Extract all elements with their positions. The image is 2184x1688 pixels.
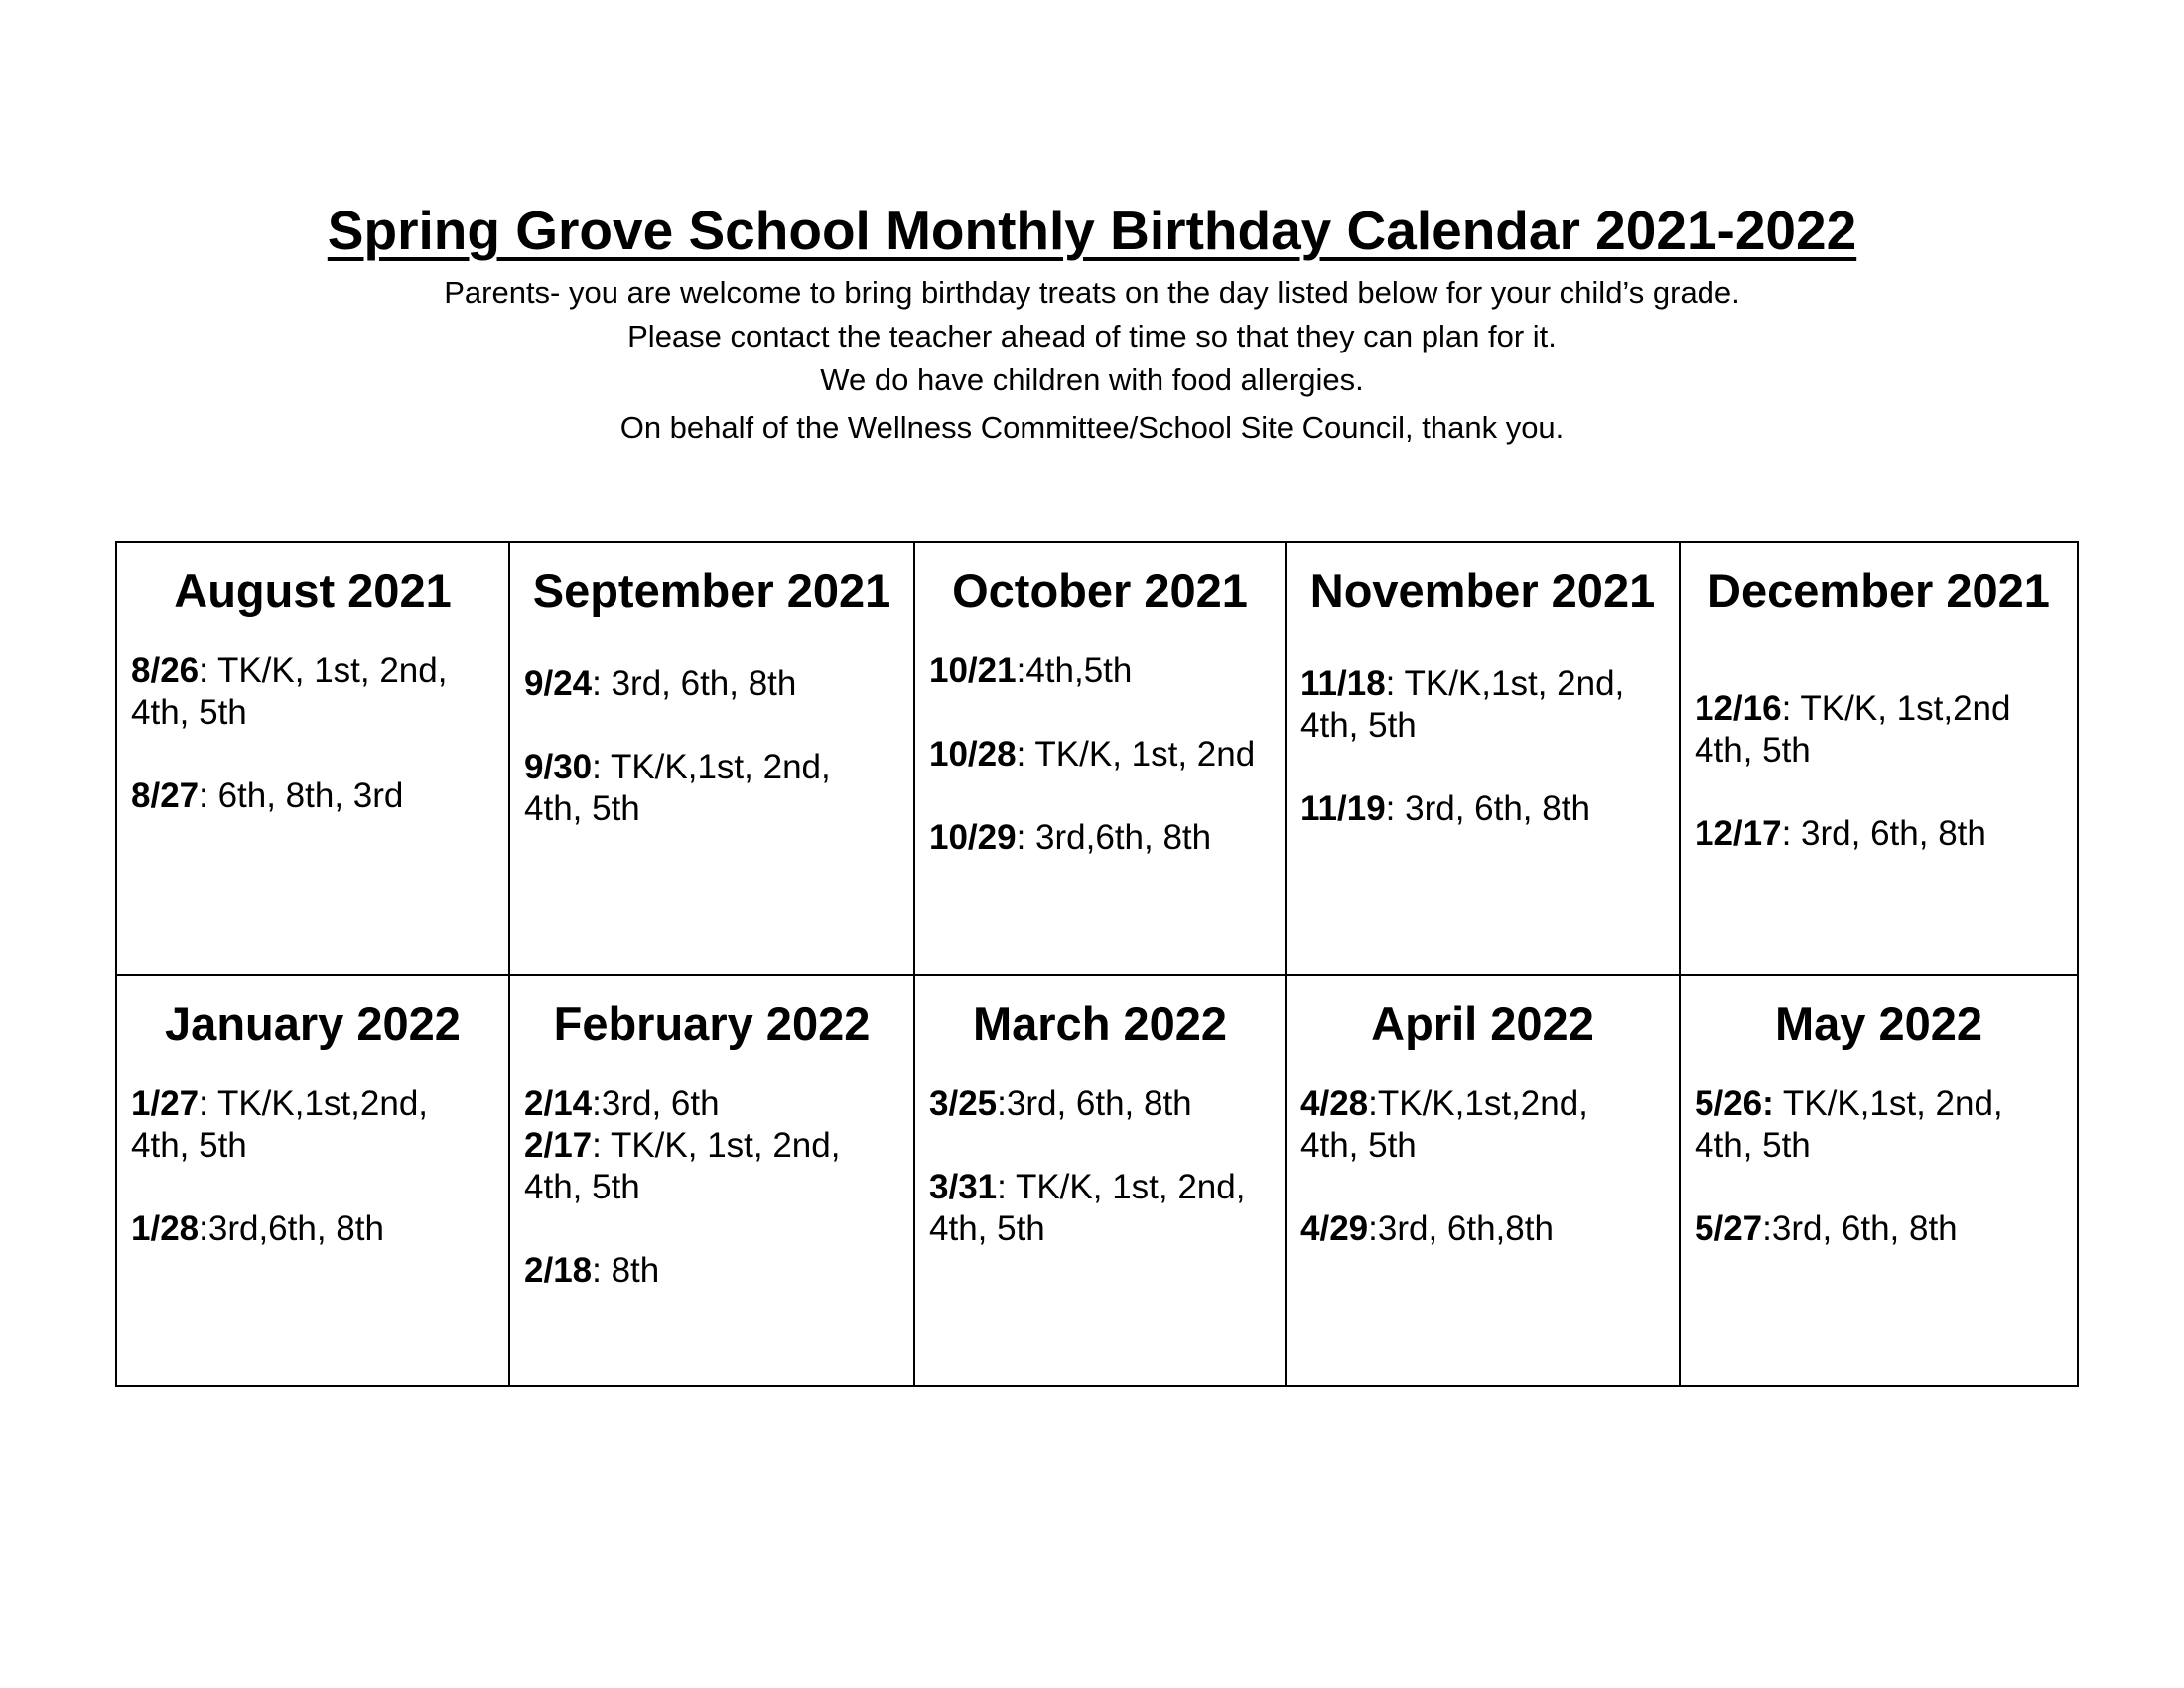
entry-separator: : xyxy=(1016,735,1026,774)
entry-line xyxy=(1695,688,2069,730)
entry-date: 5/26: xyxy=(1695,1084,1774,1123)
birthday-entry xyxy=(929,817,1277,859)
entry-date: 9/24 xyxy=(524,664,593,703)
entry-separator: : xyxy=(199,776,208,815)
birthday-entries xyxy=(1681,619,2077,855)
entry-grades: TK/K, 1st, 2nd xyxy=(1025,735,1256,774)
month-cell-february-2022 xyxy=(509,975,914,1386)
month-title: January 2022 xyxy=(165,997,461,1050)
birthday-entry xyxy=(524,1083,905,1125)
entry-line xyxy=(524,1125,905,1167)
intro-line: We do have children with food allergies. xyxy=(820,362,1364,397)
month-cell-october-2021 xyxy=(914,542,1286,975)
entry-date: 2/17 xyxy=(524,1126,593,1165)
entry-separator: : xyxy=(592,664,602,703)
entry-separator: : xyxy=(1781,814,1792,853)
month-title: April 2022 xyxy=(1371,997,1594,1050)
entry-grades: TK/K, 1st, 2nd, xyxy=(601,1126,841,1165)
entry-line xyxy=(131,1208,500,1250)
month-title: August 2021 xyxy=(174,564,452,617)
entry-grades: 3rd, 6th xyxy=(601,1084,720,1123)
entry-grades: TK/K,1st, 2nd, xyxy=(1395,664,1625,703)
birthday-entry xyxy=(1300,1083,1671,1167)
entry-date: 12/17 xyxy=(1695,814,1782,853)
birthday-entry xyxy=(929,1083,1277,1125)
month-cell-september-2021 xyxy=(509,542,914,975)
entry-grades: 3rd,6th, 8th xyxy=(207,1209,384,1248)
intro-line: Please contact the teacher ahead of time so that they can plan for it. xyxy=(627,319,1557,353)
month-cell-may-2022 xyxy=(1680,975,2078,1386)
entry-separator: : xyxy=(1385,789,1396,828)
entry-line xyxy=(1300,663,1671,705)
entry-grades-continued: 4th, 5th xyxy=(1300,706,1417,745)
entry-grades: 4th,5th xyxy=(1025,651,1133,690)
entry-grades: TK/K, 1st, 2nd, xyxy=(1006,1168,1246,1206)
entry-separator: : xyxy=(1368,1084,1378,1123)
entry-date: 1/27 xyxy=(131,1084,200,1123)
birthday-calendar-table xyxy=(115,541,2079,1387)
entry-date: 1/28 xyxy=(131,1209,200,1248)
entry-date: 4/28 xyxy=(1300,1084,1369,1123)
entry-date: 5/27 xyxy=(1695,1209,1763,1248)
entry-line xyxy=(1300,1083,1671,1125)
entry-line xyxy=(131,775,500,817)
entry-date: 8/27 xyxy=(131,776,200,815)
birthday-entry xyxy=(524,663,905,705)
entry-date: 2/18 xyxy=(524,1251,593,1290)
month-cell-april-2022 xyxy=(1286,975,1680,1386)
entry-date: 8/26 xyxy=(131,651,200,690)
birthday-entries xyxy=(915,1052,1285,1250)
entry-separator: : xyxy=(592,1126,602,1165)
entry-date: 10/21 xyxy=(929,651,1017,690)
entry-grades: TK/K,1st,2nd, xyxy=(207,1084,429,1123)
birthday-entries xyxy=(1681,1052,2077,1250)
birthday-entry xyxy=(1300,663,1671,747)
entry-date: 12/16 xyxy=(1695,689,1782,728)
entry-separator: : xyxy=(592,1251,602,1290)
birthday-entry xyxy=(131,650,500,734)
entry-line xyxy=(1695,1083,2069,1125)
entry-line xyxy=(1300,1208,1671,1250)
birthday-entry xyxy=(131,1083,500,1167)
entry-date: 11/19 xyxy=(1300,789,1386,828)
entry-grades: 3rd,6th, 8th xyxy=(1025,818,1212,857)
entry-separator: : xyxy=(1368,1209,1378,1248)
entry-grades: 3rd, 6th, 8th xyxy=(1771,1209,1958,1248)
entry-grades: TK/K, 1st, 2nd, xyxy=(207,651,448,690)
entry-line xyxy=(929,734,1277,775)
birthday-entry xyxy=(1695,813,2069,855)
month-cell-november-2021 xyxy=(1286,542,1680,975)
entry-date: 10/28 xyxy=(929,735,1017,774)
birthday-entries xyxy=(1287,1052,1679,1250)
entry-grades-continued: 4th, 5th xyxy=(1300,1126,1417,1165)
entry-grades-continued: 4th, 5th xyxy=(131,693,247,732)
birthday-entries xyxy=(915,619,1285,859)
month-title: September 2021 xyxy=(532,564,891,617)
entry-date: 3/25 xyxy=(929,1084,998,1123)
entry-separator: : xyxy=(997,1168,1007,1206)
entry-separator: : xyxy=(1016,651,1026,690)
month-cell-january-2022 xyxy=(116,975,509,1386)
entry-separator: : xyxy=(199,651,208,690)
entry-grades: 6th, 8th, 3rd xyxy=(207,776,404,815)
entry-grades: 3rd, 6th,8th xyxy=(1377,1209,1554,1248)
entry-line xyxy=(1300,788,1671,830)
intro-line: On behalf of the Wellness Committee/School Site Council, thank you. xyxy=(619,410,1565,445)
month-title: October 2021 xyxy=(952,564,1248,617)
entry-separator: : xyxy=(592,1084,602,1123)
entry-grades-continued: 4th, 5th xyxy=(929,1209,1045,1248)
entry-grades: 3rd, 6th, 8th xyxy=(601,664,797,703)
entry-date: 2/14 xyxy=(524,1084,593,1123)
entry-grades: TK/K,1st, 2nd, xyxy=(601,748,831,786)
entry-grades: 3rd, 6th, 8th xyxy=(1006,1084,1192,1123)
birthday-entries xyxy=(117,1052,508,1250)
entry-separator: : xyxy=(997,1084,1007,1123)
month-title: December 2021 xyxy=(1707,564,2050,617)
entry-grades: 8th xyxy=(601,1251,660,1290)
intro-line: Parents- you are welcome to bring birthday treats on the day listed below for your child’s grade. xyxy=(444,275,1740,310)
birthday-entries xyxy=(510,619,913,830)
month-title: May 2022 xyxy=(1774,997,1983,1050)
birthday-entry xyxy=(1300,1208,1671,1250)
birthday-entry xyxy=(1695,1208,2069,1250)
entry-date: 9/30 xyxy=(524,748,593,786)
entry-grades-continued: 4th, 5th xyxy=(1695,731,1811,770)
birthday-entry xyxy=(131,775,500,817)
entry-line xyxy=(929,1167,1277,1208)
entry-separator: : xyxy=(199,1209,208,1248)
entry-date: 4/29 xyxy=(1300,1209,1369,1248)
entry-line xyxy=(524,747,905,788)
entry-grades-continued: 4th, 5th xyxy=(1695,1126,1811,1165)
birthday-entry xyxy=(1300,788,1671,830)
birthday-entries xyxy=(510,1052,913,1292)
birthday-entry xyxy=(1695,1083,2069,1167)
entry-separator: : xyxy=(1762,1209,1772,1248)
birthday-entry xyxy=(524,1250,905,1292)
birthday-entry xyxy=(929,650,1277,692)
entry-grades: TK/K,1st,2nd, xyxy=(1377,1084,1588,1123)
entry-grades: 3rd, 6th, 8th xyxy=(1395,789,1590,828)
birthday-entry xyxy=(1695,688,2069,772)
entry-grades: 3rd, 6th, 8th xyxy=(1791,814,1986,853)
entry-grades: TK/K,1st, 2nd, xyxy=(1773,1084,2003,1123)
month-cell-march-2022 xyxy=(914,975,1286,1386)
calendar-row xyxy=(116,975,2078,1386)
entry-separator: : xyxy=(1385,664,1396,703)
entry-line xyxy=(929,1083,1277,1125)
entry-separator: : xyxy=(592,748,602,786)
entry-line xyxy=(1695,813,2069,855)
entry-grades: TK/K, 1st,2nd xyxy=(1791,689,2011,728)
birthday-entries xyxy=(117,619,508,817)
entry-line xyxy=(524,1083,905,1125)
birthday-entry xyxy=(131,1208,500,1250)
entry-line xyxy=(929,650,1277,692)
entry-date: 11/18 xyxy=(1300,664,1386,703)
entry-grades-continued: 4th, 5th xyxy=(524,789,640,828)
entry-separator: : xyxy=(199,1084,208,1123)
entry-line xyxy=(1695,1208,2069,1250)
entry-grades-continued: 4th, 5th xyxy=(131,1126,247,1165)
entry-line xyxy=(131,1083,500,1125)
entry-separator: : xyxy=(1016,818,1026,857)
entry-grades-continued: 4th, 5th xyxy=(524,1168,640,1206)
entry-line xyxy=(131,650,500,692)
month-cell-december-2021 xyxy=(1680,542,2078,975)
month-cell-august-2021 xyxy=(116,542,509,975)
birthday-entry xyxy=(929,1167,1277,1250)
month-title: March 2022 xyxy=(972,997,1228,1050)
entry-separator: : xyxy=(1781,689,1792,728)
birthday-entry xyxy=(524,747,905,830)
entry-date: 3/31 xyxy=(929,1168,998,1206)
page-title: Spring Grove School Monthly Birthday Calendar 2021-2022 xyxy=(327,200,1857,261)
month-title: November 2021 xyxy=(1309,564,1656,617)
birthday-entries xyxy=(1287,619,1679,830)
birthday-entry xyxy=(929,734,1277,775)
intro-text xyxy=(0,271,2184,450)
entry-line xyxy=(524,663,905,705)
entry-date: 10/29 xyxy=(929,818,1017,857)
calendar-row xyxy=(116,542,2078,975)
entry-line xyxy=(524,1250,905,1292)
month-title: February 2022 xyxy=(553,997,871,1050)
entry-line xyxy=(929,817,1277,859)
birthday-entry xyxy=(524,1125,905,1208)
